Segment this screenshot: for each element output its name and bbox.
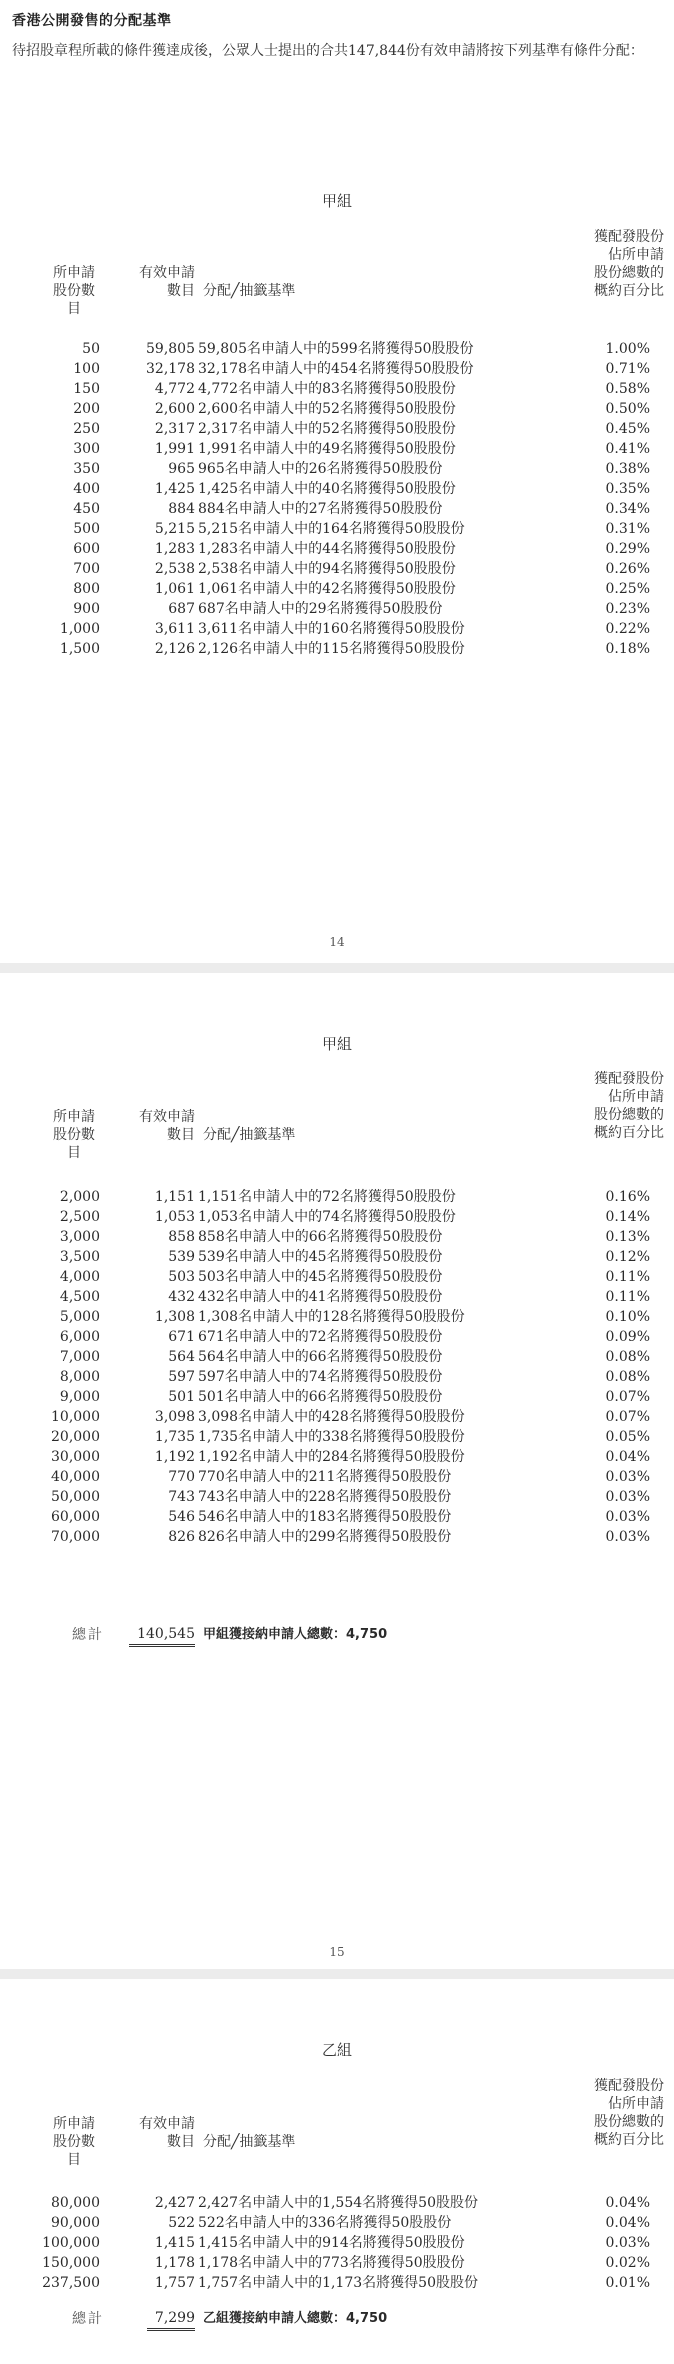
cell-valid-applications: 1,991 (154, 441, 195, 457)
cell-percentage: 0.11% (605, 1289, 650, 1305)
cell-percentage: 0.16% (605, 1189, 650, 1205)
cell-shares-applied: 4,500 (59, 1289, 100, 1305)
cell-valid-applications: 597 (168, 1369, 195, 1385)
table-row (0, 1487, 674, 1507)
cell-percentage: 0.29% (605, 541, 650, 557)
header-shares-text: 所申請 股份數目 (53, 265, 95, 317)
table-row (0, 2253, 674, 2273)
cell-allocation-basis: 5,215名申請人中的164名將獲得50股股份 (198, 521, 465, 537)
cell-percentage: 1.00% (605, 341, 650, 357)
cell-percentage: 0.03% (605, 2235, 650, 2251)
cell-allocation-basis: 2,126名申請人中的115名將獲得50股股份 (198, 641, 465, 657)
cell-allocation-basis: 1,991名申請人中的49名將獲得50股股份 (198, 441, 456, 457)
cell-valid-applications: 1,308 (154, 1309, 195, 1325)
cell-valid-applications: 1,735 (154, 1429, 195, 1445)
cell-shares-applied: 250 (73, 421, 100, 437)
cell-allocation-basis: 3,098名申請人中的428名將獲得50股股份 (198, 1409, 465, 1425)
cell-allocation-basis: 32,178名申請人中的454名將獲得50股股份 (198, 361, 474, 377)
table-row (0, 1407, 674, 1427)
cell-valid-applications: 1,192 (154, 1449, 195, 1465)
cell-allocation-basis: 1,415名申請人中的914名將獲得50股股份 (198, 2235, 465, 2251)
cell-valid-applications: 546 (168, 1509, 195, 1525)
document-page-14 (0, 0, 674, 963)
table-row (0, 479, 674, 499)
cell-shares-applied: 450 (73, 501, 100, 517)
header-valid-applications (110, 2115, 195, 2151)
table-row (0, 1467, 674, 1487)
cell-percentage: 0.31% (605, 521, 650, 537)
cell-shares-applied: 100,000 (42, 2235, 100, 2251)
table-row (0, 519, 674, 539)
page-number: 14 (329, 935, 345, 949)
cell-percentage: 0.38% (605, 461, 650, 477)
cell-shares-applied: 600 (73, 541, 100, 557)
document-page-16 (0, 1979, 674, 2364)
page-title: 香港公開發售的分配基準 (12, 13, 172, 29)
cell-allocation-basis: 597名申請人中的74名將獲得50股股份 (198, 1369, 443, 1385)
table-row (0, 1527, 674, 1547)
table-row (0, 559, 674, 579)
total-value: 140,545 (129, 1624, 195, 1647)
cell-shares-applied: 350 (73, 461, 100, 477)
cell-percentage: 0.35% (605, 481, 650, 497)
header-valid-applications (110, 264, 195, 300)
document-page-15 (0, 973, 674, 1969)
cell-valid-applications: 2,427 (154, 2195, 195, 2211)
cell-percentage: 0.04% (605, 1449, 650, 1465)
cell-valid-applications: 1,053 (154, 1209, 195, 1225)
table-row (0, 1327, 674, 1347)
cell-valid-applications: 539 (168, 1249, 195, 1265)
cell-valid-applications: 1,151 (154, 1189, 195, 1205)
cell-shares-applied: 400 (73, 481, 100, 497)
table-row (0, 2273, 674, 2293)
cell-shares-applied: 90,000 (51, 2215, 100, 2231)
cell-percentage: 0.26% (605, 561, 650, 577)
cell-shares-applied: 800 (73, 581, 100, 597)
cell-shares-applied: 4,000 (59, 1269, 100, 1285)
cell-shares-applied: 1,000 (59, 621, 100, 637)
table-row (0, 1267, 674, 1287)
cell-allocation-basis: 2,317名申請人中的52名將獲得50股股份 (198, 421, 456, 437)
cell-valid-applications: 3,611 (154, 621, 195, 637)
total-label: 總計 (72, 1627, 104, 1643)
cell-allocation-basis: 770名申請人中的211名將獲得50股股份 (198, 1469, 452, 1485)
cell-valid-applications: 4,772 (154, 381, 195, 397)
cell-percentage: 0.08% (605, 1369, 650, 1385)
cell-shares-applied: 50,000 (51, 1489, 100, 1505)
cell-allocation-basis: 687名申請人中的29名將獲得50股股份 (198, 601, 443, 617)
header-shares-text: 所申請 股份數目 (53, 2116, 95, 2168)
cell-valid-applications: 858 (168, 1229, 195, 1245)
table-row (0, 1507, 674, 1527)
cell-valid-applications: 2,126 (154, 641, 195, 657)
cell-allocation-basis: 1,735名申請人中的338名將獲得50股股份 (198, 1429, 465, 1445)
cell-valid-applications: 5,215 (154, 521, 195, 537)
table-row (0, 2193, 674, 2213)
table-row (0, 379, 674, 399)
cell-allocation-basis: 501名申請人中的66名將獲得50股股份 (198, 1389, 443, 1405)
cell-allocation-basis: 1,053名申請人中的74名將獲得50股股份 (198, 1209, 456, 1225)
header-basis: 分配╱抽籤基準 (203, 1127, 296, 1143)
cell-percentage: 0.04% (605, 2215, 650, 2231)
cell-allocation-basis: 59,805名申請人中的599名將獲得50股股份 (198, 341, 474, 357)
cell-shares-applied: 150,000 (42, 2255, 100, 2271)
cell-percentage: 0.18% (605, 641, 650, 657)
header-shares (48, 264, 100, 318)
cell-percentage: 0.04% (605, 2195, 650, 2211)
cell-percentage: 0.11% (605, 1269, 650, 1285)
cell-shares-applied: 1,500 (59, 641, 100, 657)
header-valid-text: 有效申請 數目 (139, 2116, 195, 2150)
cell-allocation-basis: 826名申請人中的299名將獲得50股股份 (198, 1529, 452, 1545)
table-row (0, 1347, 674, 1367)
cell-shares-applied: 60,000 (51, 1509, 100, 1525)
cell-valid-applications: 2,317 (154, 421, 195, 437)
allocation-table (0, 339, 674, 659)
table-row (0, 619, 674, 639)
cell-percentage: 0.03% (605, 1469, 650, 1485)
cell-shares-applied: 700 (73, 561, 100, 577)
cell-allocation-basis: 858名申請人中的66名將獲得50股股份 (198, 1229, 443, 1245)
header-valid-text: 有效申請 數目 (139, 265, 195, 299)
cell-shares-applied: 2,500 (59, 1209, 100, 1225)
cell-percentage: 0.08% (605, 1349, 650, 1365)
total-value: 7,299 (147, 2308, 195, 2331)
table-row (0, 339, 674, 359)
table-row (0, 1187, 674, 1207)
cell-shares-applied: 5,000 (59, 1309, 100, 1325)
cell-percentage: 0.03% (605, 1529, 650, 1545)
header-percentage (556, 1070, 664, 1142)
cell-allocation-basis: 3,611名申請人中的160名將獲得50股股份 (198, 621, 465, 637)
cell-valid-applications: 1,061 (154, 581, 195, 597)
table-row (0, 1387, 674, 1407)
cell-shares-applied: 7,000 (59, 1349, 100, 1365)
cell-percentage: 0.12% (605, 1249, 650, 1265)
group-title: 甲組 (321, 1035, 352, 1053)
cell-allocation-basis: 503名申請人中的45名將獲得50股股份 (198, 1269, 443, 1285)
header-valid-text: 有效申請 數目 (139, 1109, 195, 1143)
cell-shares-applied: 3,000 (59, 1229, 100, 1245)
header-percentage (556, 2077, 664, 2149)
allocation-table (0, 1187, 674, 1547)
cell-percentage: 0.07% (605, 1389, 650, 1405)
header-percentage-text: 獲配發股份 佔所申請 股份總數的 概約百分比 (594, 1071, 664, 1141)
page-number: 15 (329, 1945, 345, 1959)
table-row (0, 599, 674, 619)
cell-allocation-basis: 432名申請人中的41名將獲得50股股份 (198, 1289, 443, 1305)
cell-percentage: 0.05% (605, 1429, 650, 1445)
cell-valid-applications: 770 (168, 1469, 195, 1485)
header-shares (48, 1108, 100, 1162)
cell-percentage: 0.03% (605, 1489, 650, 1505)
cell-allocation-basis: 522名申請人中的336名將獲得50股股份 (198, 2215, 452, 2231)
cell-percentage: 0.09% (605, 1329, 650, 1345)
cell-percentage: 0.45% (605, 421, 650, 437)
table-row (0, 1367, 674, 1387)
cell-percentage: 0.58% (605, 381, 650, 397)
header-basis: 分配╱抽籤基準 (203, 283, 296, 299)
cell-valid-applications: 432 (168, 1289, 195, 1305)
cell-valid-applications: 826 (168, 1529, 195, 1545)
cell-shares-applied: 50 (82, 341, 100, 357)
cell-allocation-basis: 564名申請人中的66名將獲得50股股份 (198, 1349, 443, 1365)
cell-shares-applied: 900 (73, 601, 100, 617)
cell-allocation-basis: 2,427名申請人中的1,554名將獲得50股股份 (198, 2195, 478, 2211)
cell-allocation-basis: 965名申請人中的26名將獲得50股股份 (198, 461, 443, 477)
cell-valid-applications: 743 (168, 1489, 195, 1505)
header-percentage-text: 獲配發股份 佔所申請 股份總數的 概約百分比 (594, 229, 664, 299)
cell-allocation-basis: 1,151名申請人中的72名將獲得50股股份 (198, 1189, 456, 1205)
total-label: 總計 (72, 2311, 104, 2327)
table-row (0, 1307, 674, 1327)
cell-allocation-basis: 539名申請人中的45名將獲得50股股份 (198, 1249, 443, 1265)
table-row (0, 639, 674, 659)
cell-shares-applied: 200 (73, 401, 100, 417)
cell-valid-applications: 564 (168, 1349, 195, 1365)
cell-allocation-basis: 1,283名申請人中的44名將獲得50股股份 (198, 541, 456, 557)
cell-allocation-basis: 1,192名申請人中的284名將獲得50股股份 (198, 1449, 465, 1465)
cell-shares-applied: 150 (73, 381, 100, 397)
cell-percentage: 0.07% (605, 1409, 650, 1425)
total-row (0, 2308, 674, 2330)
total-successful-applicants: 甲組獲接納申請人總數：4,750 (203, 1627, 388, 1642)
cell-valid-applications: 2,538 (154, 561, 195, 577)
allocation-table (0, 2193, 674, 2293)
cell-percentage: 0.22% (605, 621, 650, 637)
table-row (0, 419, 674, 439)
cell-shares-applied: 40,000 (51, 1469, 100, 1485)
cell-valid-applications: 522 (168, 2215, 195, 2231)
table-row (0, 499, 674, 519)
table-row (0, 2213, 674, 2233)
cell-percentage: 0.02% (605, 2255, 650, 2271)
header-valid-applications (110, 1108, 195, 1144)
cell-allocation-basis: 884名申請人中的27名將獲得50股股份 (198, 501, 443, 517)
header-shares-text: 所申請 股份數目 (53, 1109, 95, 1161)
cell-percentage: 0.14% (605, 1209, 650, 1225)
table-row (0, 2233, 674, 2253)
cell-valid-applications: 1,425 (154, 481, 195, 497)
cell-allocation-basis: 743名申請人中的228名將獲得50股股份 (198, 1489, 452, 1505)
cell-shares-applied: 10,000 (51, 1409, 100, 1425)
cell-valid-applications: 3,098 (154, 1409, 195, 1425)
cell-percentage: 0.25% (605, 581, 650, 597)
table-row (0, 459, 674, 479)
cell-valid-applications: 884 (168, 501, 195, 517)
table-row (0, 359, 674, 379)
total-successful-applicants: 乙組獲接納申請人總數：4,750 (203, 2311, 388, 2326)
cell-allocation-basis: 1,425名申請人中的40名將獲得50股股份 (198, 481, 456, 497)
cell-percentage: 0.71% (605, 361, 650, 377)
cell-valid-applications: 687 (168, 601, 195, 617)
cell-shares-applied: 500 (73, 521, 100, 537)
cell-shares-applied: 80,000 (51, 2195, 100, 2211)
cell-percentage: 0.34% (605, 501, 650, 517)
intro-paragraph: 待招股章程所載的條件獲達成後，公眾人士提出的合共147,844份有效申請將按下列基準有條件分配： (12, 43, 644, 59)
cell-valid-applications: 1,757 (154, 2275, 195, 2291)
cell-allocation-basis: 1,757名申請人中的1,173名將獲得50股股份 (198, 2275, 478, 2291)
header-basis: 分配╱抽籤基準 (203, 2134, 296, 2150)
cell-shares-applied: 9,000 (59, 1389, 100, 1405)
cell-valid-applications: 965 (168, 461, 195, 477)
cell-valid-applications: 32,178 (146, 361, 195, 377)
table-row (0, 1247, 674, 1267)
cell-shares-applied: 2,000 (59, 1189, 100, 1205)
total-row (0, 1624, 674, 1646)
cell-valid-applications: 503 (168, 1269, 195, 1285)
cell-shares-applied: 30,000 (51, 1449, 100, 1465)
cell-valid-applications: 59,805 (146, 341, 195, 357)
table-row (0, 439, 674, 459)
cell-percentage: 0.41% (605, 441, 650, 457)
cell-shares-applied: 3,500 (59, 1249, 100, 1265)
cell-shares-applied: 20,000 (51, 1429, 100, 1445)
cell-valid-applications: 1,283 (154, 541, 195, 557)
cell-valid-applications: 501 (168, 1389, 195, 1405)
cell-percentage: 0.23% (605, 601, 650, 617)
cell-percentage: 0.50% (605, 401, 650, 417)
group-title: 甲組 (321, 192, 352, 210)
cell-allocation-basis: 1,178名申請人中的773名將獲得50股股份 (198, 2255, 465, 2271)
table-row (0, 1207, 674, 1227)
cell-percentage: 0.13% (605, 1229, 650, 1245)
cell-shares-applied: 300 (73, 441, 100, 457)
table-row (0, 579, 674, 599)
cell-allocation-basis: 546名申請人中的183名將獲得50股股份 (198, 1509, 452, 1525)
cell-valid-applications: 671 (168, 1329, 195, 1345)
cell-shares-applied: 70,000 (51, 1529, 100, 1545)
cell-shares-applied: 8,000 (59, 1369, 100, 1385)
table-row (0, 399, 674, 419)
cell-allocation-basis: 2,538名申請人中的94名將獲得50股股份 (198, 561, 456, 577)
cell-shares-applied: 6,000 (59, 1329, 100, 1345)
header-percentage-text: 獲配發股份 佔所申請 股份總數的 概約百分比 (594, 2078, 664, 2148)
cell-percentage: 0.01% (605, 2275, 650, 2291)
table-row (0, 1447, 674, 1467)
cell-valid-applications: 1,178 (154, 2255, 195, 2271)
cell-allocation-basis: 4,772名申請人中的83名將獲得50股股份 (198, 381, 456, 397)
group-title: 乙組 (321, 2041, 352, 2059)
table-row (0, 539, 674, 559)
cell-shares-applied: 100 (73, 361, 100, 377)
table-row (0, 1427, 674, 1447)
header-shares (48, 2115, 100, 2169)
cell-percentage: 0.10% (605, 1309, 650, 1325)
cell-valid-applications: 2,600 (154, 401, 195, 417)
cell-allocation-basis: 2,600名申請人中的52名將獲得50股股份 (198, 401, 456, 417)
header-percentage (556, 228, 664, 300)
cell-valid-applications: 1,415 (154, 2235, 195, 2251)
cell-percentage: 0.03% (605, 1509, 650, 1525)
cell-shares-applied: 237,500 (42, 2275, 100, 2291)
table-row (0, 1287, 674, 1307)
table-row (0, 1227, 674, 1247)
cell-allocation-basis: 1,061名申請人中的42名將獲得50股股份 (198, 581, 456, 597)
cell-allocation-basis: 671名申請人中的72名將獲得50股股份 (198, 1329, 443, 1345)
cell-allocation-basis: 1,308名申請人中的128名將獲得50股股份 (198, 1309, 465, 1325)
